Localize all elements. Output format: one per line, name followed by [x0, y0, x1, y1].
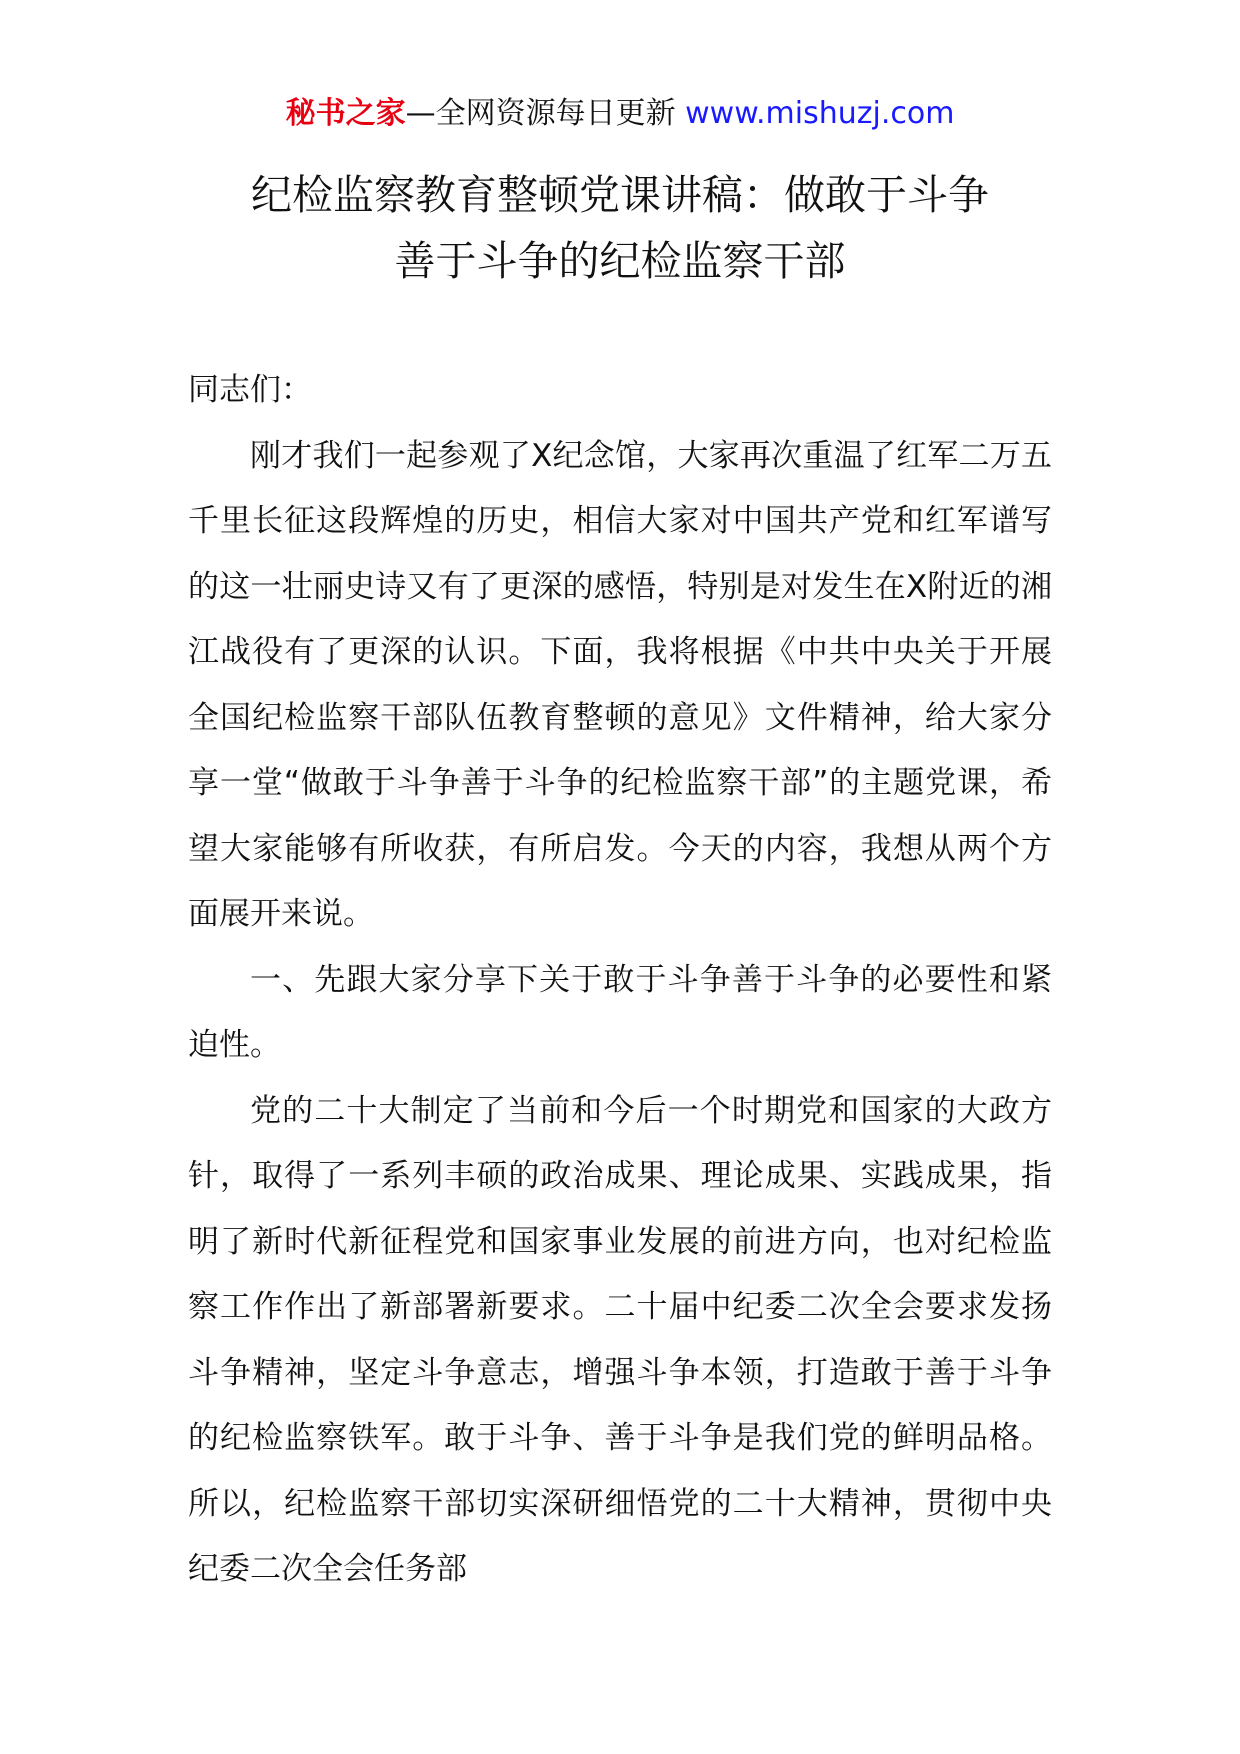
salutation: 同志们： [188, 372, 312, 408]
site-header [0, 94, 1240, 134]
section-heading-1: 一、先跟大家分享下关于敢于斗争善于斗争的必要性和紧迫性。 [188, 961, 1052, 1063]
body-paragraph-section-1: 党的二十大制定了当前和今后一个时期党和国家的大政方针，取得了一系列丰硕的政治成果、理论成果、实践成果，指明了新时代新征程党和国家事业发展的前进方向，也对纪检监察工作作出了新部署新要求。二十届中纪委二次全会要求发扬斗争精神，坚定斗争意志，增强斗争本领，打造敢于善于斗争的纪检监察铁军。敢于斗争、善于斗争是我们党的鲜明品格。所以，纪检监察干部切实深研细悟党的二十大精神，贯彻中央纪委二次全会任务部 [188, 1092, 1052, 1587]
title-line-2: 善于斗争的纪检监察干部 [394, 237, 846, 285]
site-brand: 秘书之家 [285, 96, 406, 131]
document-body [188, 358, 1052, 1603]
body-paragraph-intro: 刚才我们一起参观了X纪念馆，大家再次重温了红军二万五千里长征这段辉煌的历史，相信大家对中国共产党和红军谱写的这一壮丽史诗又有了更深的感悟，特别是对发生在X附近的湘江战役有了更深的认识。下面，我将根据《中共中央关于开展全国纪检监察干部队伍教育整顿的意见》文件精神，给大家分享一堂“做敢于斗争善于斗争的纪检监察干部”的主题党课，希望大家能够有所收获，有所启发。今天的内容，我想从两个方面展开来说。 [188, 437, 1052, 932]
title-line-1: 纪检监察教育整顿党课讲稿：做敢于斗争 [251, 171, 989, 219]
document-title [150, 162, 1090, 294]
site-slogan: —全网资源每日更新 [405, 96, 676, 131]
site-url-link[interactable]: www.mishuzj.com [685, 96, 955, 131]
